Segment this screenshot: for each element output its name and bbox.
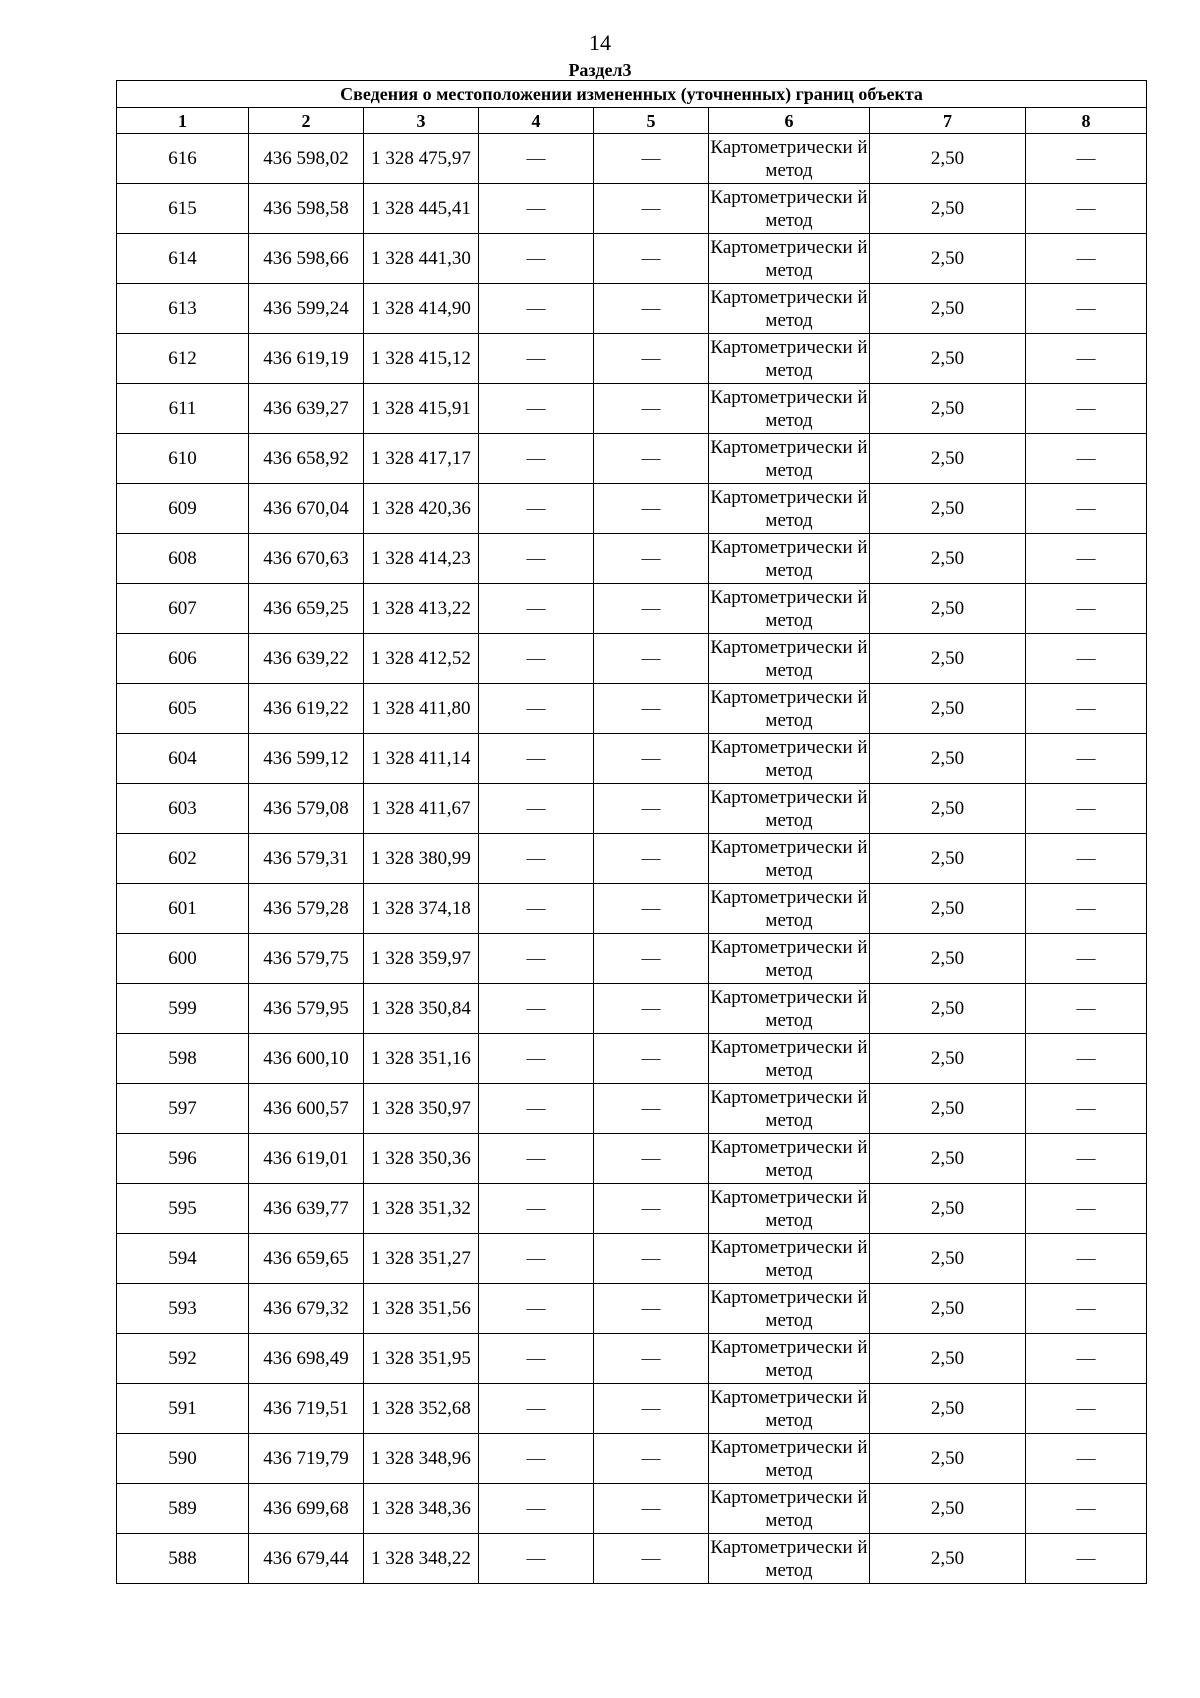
column-number: 5 (594, 108, 709, 134)
table-row (117, 1084, 1147, 1134)
y-coordinate-cell: 1 328 351,32 (364, 1184, 479, 1234)
page-number: 14 (589, 30, 611, 55)
column-8-cell: — (1026, 734, 1147, 784)
table-row (117, 1284, 1147, 1334)
method-cell: Картометрически й метод (709, 584, 870, 634)
column-4-cell: — (479, 1284, 594, 1334)
accuracy-cell: 2,50 (870, 1334, 1026, 1384)
x-coordinate-cell: 436 598,58 (249, 184, 364, 234)
y-coordinate-cell: 1 328 412,52 (364, 634, 479, 684)
point-number-cell: 595 (117, 1184, 249, 1234)
accuracy-cell: 2,50 (870, 984, 1026, 1034)
x-coordinate-cell: 436 639,77 (249, 1184, 364, 1234)
y-coordinate-cell: 1 328 348,96 (364, 1434, 479, 1484)
point-number-cell: 588 (117, 1534, 249, 1584)
method-cell: Картометрически й метод (709, 134, 870, 184)
table-row (117, 1334, 1147, 1384)
point-number-cell: 613 (117, 284, 249, 334)
point-number-cell: 597 (117, 1084, 249, 1134)
point-number-cell: 610 (117, 434, 249, 484)
accuracy-cell: 2,50 (870, 1534, 1026, 1584)
y-coordinate-cell: 1 328 374,18 (364, 884, 479, 934)
method-cell: Картометрически й метод (709, 1234, 870, 1284)
column-8-cell: — (1026, 1384, 1147, 1434)
column-8-cell: — (1026, 434, 1147, 484)
point-number-cell: 592 (117, 1334, 249, 1384)
column-8-cell: — (1026, 1034, 1147, 1084)
point-number-cell: 616 (117, 134, 249, 184)
point-number-cell: 589 (117, 1484, 249, 1534)
x-coordinate-cell: 436 659,25 (249, 584, 364, 634)
accuracy-cell: 2,50 (870, 384, 1026, 434)
x-coordinate-cell: 436 659,65 (249, 1234, 364, 1284)
point-number-cell: 596 (117, 1134, 249, 1184)
column-4-cell: — (479, 884, 594, 934)
table-row (117, 284, 1147, 334)
column-number: 6 (709, 108, 870, 134)
point-number-cell: 611 (117, 384, 249, 434)
x-coordinate-cell: 436 579,08 (249, 784, 364, 834)
accuracy-cell: 2,50 (870, 834, 1026, 884)
column-8-cell: — (1026, 484, 1147, 534)
table-row (117, 134, 1147, 184)
y-coordinate-cell: 1 328 350,97 (364, 1084, 479, 1134)
accuracy-cell: 2,50 (870, 434, 1026, 484)
column-5-cell: — (594, 1284, 709, 1334)
column-5-cell: — (594, 684, 709, 734)
method-cell: Картометрически й метод (709, 934, 870, 984)
y-coordinate-cell: 1 328 414,23 (364, 534, 479, 584)
x-coordinate-cell: 436 719,51 (249, 1384, 364, 1434)
point-number-cell: 598 (117, 1034, 249, 1084)
table-row (117, 234, 1147, 284)
table-row (117, 684, 1147, 734)
accuracy-cell: 2,50 (870, 184, 1026, 234)
column-5-cell: — (594, 584, 709, 634)
y-coordinate-cell: 1 328 352,68 (364, 1384, 479, 1434)
column-number: 3 (364, 108, 479, 134)
x-coordinate-cell: 436 658,92 (249, 434, 364, 484)
method-cell: Картометрически й метод (709, 334, 870, 384)
column-4-cell: — (479, 1484, 594, 1534)
point-number-cell: 609 (117, 484, 249, 534)
column-8-cell: — (1026, 1284, 1147, 1334)
y-coordinate-cell: 1 328 351,16 (364, 1034, 479, 1084)
column-5-cell: — (594, 184, 709, 234)
table-row (117, 784, 1147, 834)
method-cell: Картометрически й метод (709, 884, 870, 934)
point-number-cell: 600 (117, 934, 249, 984)
method-cell: Картометрически й метод (709, 734, 870, 784)
point-number-cell: 605 (117, 684, 249, 734)
table-row (117, 1434, 1147, 1484)
column-8-cell: — (1026, 934, 1147, 984)
method-cell: Картометрически й метод (709, 634, 870, 684)
y-coordinate-cell: 1 328 411,67 (364, 784, 479, 834)
y-coordinate-cell: 1 328 359,97 (364, 934, 479, 984)
column-5-cell: — (594, 1334, 709, 1384)
column-number: 2 (249, 108, 364, 134)
column-number: 7 (870, 108, 1026, 134)
y-coordinate-cell: 1 328 351,56 (364, 1284, 479, 1334)
x-coordinate-cell: 436 670,04 (249, 484, 364, 534)
column-4-cell: — (479, 934, 594, 984)
y-coordinate-cell: 1 328 350,84 (364, 984, 479, 1034)
method-cell: Картометрически й метод (709, 1484, 870, 1534)
table-row (117, 184, 1147, 234)
point-number-cell: 612 (117, 334, 249, 384)
column-4-cell: — (479, 784, 594, 834)
table-row (117, 534, 1147, 584)
y-coordinate-cell: 1 328 350,36 (364, 1134, 479, 1184)
method-cell: Картометрически й метод (709, 984, 870, 1034)
accuracy-cell: 2,50 (870, 1084, 1026, 1134)
method-cell: Картометрически й метод (709, 1434, 870, 1484)
accuracy-cell: 2,50 (870, 134, 1026, 184)
column-number: 4 (479, 108, 594, 134)
table-body (117, 81, 1147, 1584)
column-5-cell: — (594, 484, 709, 534)
accuracy-cell: 2,50 (870, 1384, 1026, 1434)
x-coordinate-cell: 436 579,31 (249, 834, 364, 884)
x-coordinate-cell: 436 579,95 (249, 984, 364, 1034)
table-row (117, 1484, 1147, 1534)
column-4-cell: — (479, 484, 594, 534)
column-8-cell: — (1026, 284, 1147, 334)
point-number-cell: 614 (117, 234, 249, 284)
column-8-cell: — (1026, 184, 1147, 234)
table-row (117, 984, 1147, 1034)
table-row (117, 484, 1147, 534)
accuracy-cell: 2,50 (870, 734, 1026, 784)
table-title: Сведения о местоположении измененных (уточненных) границ объекта (117, 81, 1147, 108)
method-cell: Картометрически й метод (709, 1084, 870, 1134)
point-number-cell: 603 (117, 784, 249, 834)
y-coordinate-cell: 1 328 413,22 (364, 584, 479, 634)
accuracy-cell: 2,50 (870, 1284, 1026, 1334)
method-cell: Картометрически й метод (709, 1334, 870, 1384)
column-8-cell: — (1026, 1184, 1147, 1234)
table-row (117, 734, 1147, 784)
accuracy-cell: 2,50 (870, 684, 1026, 734)
column-5-cell: — (594, 834, 709, 884)
column-5-cell: — (594, 1084, 709, 1134)
column-5-cell: — (594, 934, 709, 984)
x-coordinate-cell: 436 639,22 (249, 634, 364, 684)
y-coordinate-cell: 1 328 445,41 (364, 184, 479, 234)
x-coordinate-cell: 436 598,66 (249, 234, 364, 284)
column-5-cell: — (594, 634, 709, 684)
column-4-cell: — (479, 534, 594, 584)
method-cell: Картометрически й метод (709, 784, 870, 834)
y-coordinate-cell: 1 328 351,95 (364, 1334, 479, 1384)
accuracy-cell: 2,50 (870, 1434, 1026, 1484)
x-coordinate-cell: 436 699,68 (249, 1484, 364, 1534)
column-5-cell: — (594, 734, 709, 784)
column-5-cell: — (594, 1484, 709, 1534)
column-5-cell: — (594, 434, 709, 484)
column-4-cell: — (479, 634, 594, 684)
y-coordinate-cell: 1 328 411,80 (364, 684, 479, 734)
x-coordinate-cell: 436 719,79 (249, 1434, 364, 1484)
x-coordinate-cell: 436 599,24 (249, 284, 364, 334)
column-8-cell: — (1026, 684, 1147, 734)
column-8-cell: — (1026, 534, 1147, 584)
table-row (117, 1134, 1147, 1184)
column-4-cell: — (479, 234, 594, 284)
column-4-cell: — (479, 1034, 594, 1084)
column-4-cell: — (479, 684, 594, 734)
column-8-cell: — (1026, 384, 1147, 434)
y-coordinate-cell: 1 328 475,97 (364, 134, 479, 184)
point-number-cell: 606 (117, 634, 249, 684)
column-4-cell: — (479, 1384, 594, 1434)
method-cell: Картометрически й метод (709, 684, 870, 734)
method-cell: Картометрически й метод (709, 1384, 870, 1434)
column-5-cell: — (594, 1134, 709, 1184)
column-8-cell: — (1026, 134, 1147, 184)
y-coordinate-cell: 1 328 414,90 (364, 284, 479, 334)
accuracy-cell: 2,50 (870, 884, 1026, 934)
column-5-cell: — (594, 1034, 709, 1084)
column-5-cell: — (594, 984, 709, 1034)
column-5-cell: — (594, 1384, 709, 1434)
point-number-cell: 590 (117, 1434, 249, 1484)
method-cell: Картометрически й метод (709, 234, 870, 284)
column-4-cell: — (479, 1234, 594, 1284)
x-coordinate-cell: 436 639,27 (249, 384, 364, 434)
accuracy-cell: 2,50 (870, 1484, 1026, 1534)
x-coordinate-cell: 436 679,32 (249, 1284, 364, 1334)
point-number-cell: 608 (117, 534, 249, 584)
accuracy-cell: 2,50 (870, 1184, 1026, 1234)
column-4-cell: — (479, 434, 594, 484)
accuracy-cell: 2,50 (870, 284, 1026, 334)
column-4-cell: — (479, 1084, 594, 1134)
table-row (117, 884, 1147, 934)
y-coordinate-cell: 1 328 348,22 (364, 1534, 479, 1584)
column-8-cell: — (1026, 1134, 1147, 1184)
x-coordinate-cell: 436 600,10 (249, 1034, 364, 1084)
column-5-cell: — (594, 1434, 709, 1484)
column-5-cell: — (594, 284, 709, 334)
column-8-cell: — (1026, 1084, 1147, 1134)
table-row (117, 584, 1147, 634)
point-number-cell: 599 (117, 984, 249, 1034)
accuracy-cell: 2,50 (870, 234, 1026, 284)
column-number: 8 (1026, 108, 1147, 134)
column-8-cell: — (1026, 834, 1147, 884)
x-coordinate-cell: 436 599,12 (249, 734, 364, 784)
method-cell: Картометрически й метод (709, 1534, 870, 1584)
table-row (117, 384, 1147, 434)
column-4-cell: — (479, 134, 594, 184)
y-coordinate-cell: 1 328 441,30 (364, 234, 479, 284)
accuracy-cell: 2,50 (870, 934, 1026, 984)
x-coordinate-cell: 436 579,28 (249, 884, 364, 934)
column-5-cell: — (594, 334, 709, 384)
column-4-cell: — (479, 334, 594, 384)
column-4-cell: — (479, 734, 594, 784)
column-8-cell: — (1026, 234, 1147, 284)
column-8-cell: — (1026, 984, 1147, 1034)
column-5-cell: — (594, 134, 709, 184)
y-coordinate-cell: 1 328 417,17 (364, 434, 479, 484)
point-number-cell: 602 (117, 834, 249, 884)
y-coordinate-cell: 1 328 415,91 (364, 384, 479, 434)
column-4-cell: — (479, 984, 594, 1034)
table-row (117, 634, 1147, 684)
method-cell: Картометрически й метод (709, 484, 870, 534)
point-number-cell: 615 (117, 184, 249, 234)
column-5-cell: — (594, 384, 709, 434)
method-cell: Картометрически й метод (709, 1034, 870, 1084)
x-coordinate-cell: 436 679,44 (249, 1534, 364, 1584)
accuracy-cell: 2,50 (870, 1234, 1026, 1284)
column-8-cell: — (1026, 1334, 1147, 1384)
method-cell: Картометрически й метод (709, 834, 870, 884)
method-cell: Картометрически й метод (709, 284, 870, 334)
x-coordinate-cell: 436 619,19 (249, 334, 364, 384)
x-coordinate-cell: 436 670,63 (249, 534, 364, 584)
column-5-cell: — (594, 234, 709, 284)
point-number-cell: 604 (117, 734, 249, 784)
column-5-cell: — (594, 1234, 709, 1284)
column-8-cell: — (1026, 334, 1147, 384)
point-number-cell: 591 (117, 1384, 249, 1434)
column-4-cell: — (479, 584, 594, 634)
x-coordinate-cell: 436 600,57 (249, 1084, 364, 1134)
accuracy-cell: 2,50 (870, 334, 1026, 384)
accuracy-cell: 2,50 (870, 1034, 1026, 1084)
column-5-cell: — (594, 1534, 709, 1584)
column-5-cell: — (594, 884, 709, 934)
accuracy-cell: 2,50 (870, 584, 1026, 634)
table-row (117, 1234, 1147, 1284)
column-4-cell: — (479, 834, 594, 884)
column-8-cell: — (1026, 584, 1147, 634)
coordinates-table (116, 80, 1147, 1584)
column-4-cell: — (479, 1334, 594, 1384)
column-5-cell: — (594, 534, 709, 584)
column-8-cell: — (1026, 884, 1147, 934)
column-number: 1 (117, 108, 249, 134)
accuracy-cell: 2,50 (870, 484, 1026, 534)
x-coordinate-cell: 436 698,49 (249, 1334, 364, 1384)
column-5-cell: — (594, 784, 709, 834)
y-coordinate-cell: 1 328 411,14 (364, 734, 479, 784)
column-8-cell: — (1026, 1534, 1147, 1584)
point-number-cell: 601 (117, 884, 249, 934)
column-4-cell: — (479, 1534, 594, 1584)
column-4-cell: — (479, 284, 594, 334)
column-4-cell: — (479, 184, 594, 234)
column-8-cell: — (1026, 1434, 1147, 1484)
accuracy-cell: 2,50 (870, 784, 1026, 834)
accuracy-cell: 2,50 (870, 534, 1026, 584)
method-cell: Картометрически й метод (709, 184, 870, 234)
table-row (117, 434, 1147, 484)
table-row (117, 1034, 1147, 1084)
accuracy-cell: 2,50 (870, 634, 1026, 684)
column-8-cell: — (1026, 1234, 1147, 1284)
method-cell: Картометрически й метод (709, 384, 870, 434)
column-5-cell: — (594, 1184, 709, 1234)
y-coordinate-cell: 1 328 420,36 (364, 484, 479, 534)
y-coordinate-cell: 1 328 415,12 (364, 334, 479, 384)
column-8-cell: — (1026, 784, 1147, 834)
method-cell: Картометрически й метод (709, 434, 870, 484)
column-4-cell: — (479, 1184, 594, 1234)
x-coordinate-cell: 436 598,02 (249, 134, 364, 184)
column-8-cell: — (1026, 634, 1147, 684)
table-row (117, 1384, 1147, 1434)
table-row (117, 934, 1147, 984)
method-cell: Картометрически й метод (709, 1284, 870, 1334)
column-4-cell: — (479, 384, 594, 434)
x-coordinate-cell: 436 619,22 (249, 684, 364, 734)
column-number-row (117, 108, 1147, 134)
x-coordinate-cell: 436 579,75 (249, 934, 364, 984)
y-coordinate-cell: 1 328 351,27 (364, 1234, 479, 1284)
point-number-cell: 607 (117, 584, 249, 634)
column-4-cell: — (479, 1434, 594, 1484)
accuracy-cell: 2,50 (870, 1134, 1026, 1184)
column-4-cell: — (479, 1134, 594, 1184)
y-coordinate-cell: 1 328 348,36 (364, 1484, 479, 1534)
column-8-cell: — (1026, 1484, 1147, 1534)
point-number-cell: 594 (117, 1234, 249, 1284)
table-row (117, 1534, 1147, 1584)
table-row (117, 1184, 1147, 1234)
table-row (117, 834, 1147, 884)
x-coordinate-cell: 436 619,01 (249, 1134, 364, 1184)
method-cell: Картометрически й метод (709, 1184, 870, 1234)
table-title-row (117, 81, 1147, 108)
y-coordinate-cell: 1 328 380,99 (364, 834, 479, 884)
section-label: Раздел3 (568, 60, 632, 80)
point-number-cell: 593 (117, 1284, 249, 1334)
method-cell: Картометрически й метод (709, 534, 870, 584)
method-cell: Картометрически й метод (709, 1134, 870, 1184)
table-row (117, 334, 1147, 384)
